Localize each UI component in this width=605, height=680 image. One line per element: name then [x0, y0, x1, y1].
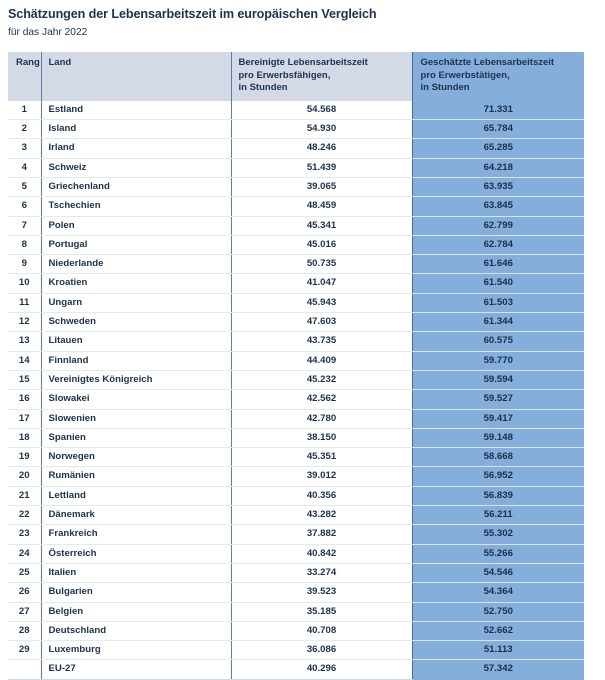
table-row — [8, 467, 584, 486]
cell-geschaetzt: 61.646 — [412, 255, 584, 274]
cell-bereinigt: 42.780 — [231, 409, 412, 428]
title-block — [0, 0, 605, 39]
cell-land: Dänemark — [41, 506, 231, 525]
table-row — [8, 428, 584, 447]
cell-geschaetzt: 59.594 — [412, 370, 584, 389]
cell-bereinigt: 39.065 — [231, 177, 412, 196]
cell-land: Niederlande — [41, 255, 231, 274]
lifetime-working-hours-table — [8, 52, 584, 680]
cell-bereinigt: 40.296 — [231, 660, 412, 679]
table-row — [8, 177, 584, 196]
cell-bereinigt: 41.047 — [231, 274, 412, 293]
cell-bereinigt: 51.439 — [231, 158, 412, 177]
table-row — [8, 197, 584, 216]
table-row — [8, 235, 584, 254]
cell-bereinigt: 47.603 — [231, 313, 412, 332]
cell-rang: 5 — [8, 177, 41, 196]
cell-bereinigt: 42.562 — [231, 390, 412, 409]
table-container — [8, 52, 584, 680]
table-row — [8, 660, 584, 679]
column-header-line: in Stunden — [420, 82, 470, 94]
column-header-line: Geschätzte Lebensarbeitszeit — [420, 57, 555, 68]
cell-rang: 14 — [8, 351, 41, 370]
cell-land: EU-27 — [41, 660, 231, 679]
cell-geschaetzt: 55.302 — [412, 525, 584, 544]
table-row — [8, 583, 584, 602]
cell-land: Rumänien — [41, 467, 231, 486]
cell-land: Spanien — [41, 428, 231, 447]
cell-land: Polen — [41, 216, 231, 235]
column-header-land: Land — [41, 52, 231, 101]
table-row — [8, 101, 584, 120]
table-row — [8, 332, 584, 351]
cell-land: Slowenien — [41, 409, 231, 428]
cell-rang: 19 — [8, 448, 41, 467]
cell-bereinigt: 45.232 — [231, 370, 412, 389]
cell-bereinigt: 40.708 — [231, 621, 412, 640]
cell-land: Litauen — [41, 332, 231, 351]
cell-land: Norwegen — [41, 448, 231, 467]
table-row — [8, 139, 584, 158]
cell-land: Schweiz — [41, 158, 231, 177]
table-row — [8, 409, 584, 428]
cell-bereinigt: 38.150 — [231, 428, 412, 447]
cell-bereinigt: 37.882 — [231, 525, 412, 544]
cell-bereinigt: 45.341 — [231, 216, 412, 235]
cell-land: Griechenland — [41, 177, 231, 196]
cell-rang: 20 — [8, 467, 41, 486]
table-row — [8, 602, 584, 621]
cell-rang: 29 — [8, 641, 41, 660]
cell-rang: 12 — [8, 313, 41, 332]
cell-bereinigt: 44.409 — [231, 351, 412, 370]
cell-geschaetzt: 59.527 — [412, 390, 584, 409]
cell-land: Lettland — [41, 486, 231, 505]
table-row — [8, 525, 584, 544]
cell-geschaetzt: 63.935 — [412, 177, 584, 196]
cell-geschaetzt: 56.952 — [412, 467, 584, 486]
cell-land: Schweden — [41, 313, 231, 332]
cell-land: Estland — [41, 101, 231, 120]
cell-geschaetzt: 65.285 — [412, 139, 584, 158]
column-header-rang: Rang — [8, 52, 41, 101]
cell-rang: 24 — [8, 544, 41, 563]
column-header-line: pro Erwerbstätigen, — [420, 69, 510, 81]
cell-geschaetzt: 51.113 — [412, 641, 584, 660]
cell-geschaetzt: 59.148 — [412, 428, 584, 447]
cell-bereinigt: 43.735 — [231, 332, 412, 351]
table-row — [8, 621, 584, 640]
cell-geschaetzt: 57.342 — [412, 660, 584, 679]
cell-land: Frankreich — [41, 525, 231, 544]
table-row — [8, 448, 584, 467]
cell-geschaetzt: 61.344 — [412, 313, 584, 332]
cell-geschaetzt: 59.770 — [412, 351, 584, 370]
cell-bereinigt: 35.185 — [231, 602, 412, 621]
cell-land: Island — [41, 120, 231, 139]
table-row — [8, 506, 584, 525]
table-row — [8, 641, 584, 660]
cell-geschaetzt: 58.668 — [412, 448, 584, 467]
cell-rang: 3 — [8, 139, 41, 158]
cell-rang: 16 — [8, 390, 41, 409]
cell-rang: 21 — [8, 486, 41, 505]
cell-land: Ungarn — [41, 293, 231, 312]
column-header-line: Bereinigte Lebensarbeitszeit — [238, 57, 368, 68]
cell-land: Vereinigtes Königreich — [41, 370, 231, 389]
table-row — [8, 563, 584, 582]
column-header-geschaetzte-lebensarbeitszeit — [412, 52, 584, 101]
cell-rang: 8 — [8, 235, 41, 254]
cell-land: Portugal — [41, 235, 231, 254]
cell-geschaetzt: 71.331 — [412, 101, 584, 120]
table-header — [8, 52, 584, 101]
cell-rang: 28 — [8, 621, 41, 640]
table-row — [8, 351, 584, 370]
cell-rang: 11 — [8, 293, 41, 312]
cell-rang: 22 — [8, 506, 41, 525]
table-row — [8, 313, 584, 332]
cell-rang: 15 — [8, 370, 41, 389]
cell-land: Kroatien — [41, 274, 231, 293]
cell-land: Österreich — [41, 544, 231, 563]
cell-rang — [8, 660, 41, 679]
cell-geschaetzt: 61.540 — [412, 274, 584, 293]
cell-bereinigt: 36.086 — [231, 641, 412, 660]
cell-rang: 26 — [8, 583, 41, 602]
cell-bereinigt: 45.016 — [231, 235, 412, 254]
column-header-bereinigte-lebensarbeitszeit — [231, 52, 412, 101]
cell-geschaetzt: 54.364 — [412, 583, 584, 602]
page-subtitle: für das Jahr 2022 — [8, 27, 88, 38]
cell-land: Luxemburg — [41, 641, 231, 660]
cell-land: Belgien — [41, 602, 231, 621]
cell-bereinigt: 48.246 — [231, 139, 412, 158]
table-row — [8, 486, 584, 505]
cell-land: Deutschland — [41, 621, 231, 640]
table-row — [8, 390, 584, 409]
column-header-line: pro Erwerbsfähigen, — [238, 69, 331, 81]
cell-geschaetzt: 64.218 — [412, 158, 584, 177]
cell-geschaetzt: 52.662 — [412, 621, 584, 640]
table-row — [8, 544, 584, 563]
cell-rang: 27 — [8, 602, 41, 621]
cell-land: Irland — [41, 139, 231, 158]
table-row — [8, 255, 584, 274]
cell-rang: 7 — [8, 216, 41, 235]
cell-rang: 17 — [8, 409, 41, 428]
cell-bereinigt: 43.282 — [231, 506, 412, 525]
cell-bereinigt: 40.842 — [231, 544, 412, 563]
cell-bereinigt: 40.356 — [231, 486, 412, 505]
cell-geschaetzt: 56.839 — [412, 486, 584, 505]
cell-rang: 23 — [8, 525, 41, 544]
cell-rang: 10 — [8, 274, 41, 293]
cell-geschaetzt: 59.417 — [412, 409, 584, 428]
cell-geschaetzt: 52.750 — [412, 602, 584, 621]
cell-rang: 6 — [8, 197, 41, 216]
cell-bereinigt: 45.943 — [231, 293, 412, 312]
table-body — [8, 101, 584, 679]
cell-rang: 9 — [8, 255, 41, 274]
cell-rang: 13 — [8, 332, 41, 351]
table-row — [8, 274, 584, 293]
cell-geschaetzt: 55.266 — [412, 544, 584, 563]
cell-geschaetzt: 54.546 — [412, 563, 584, 582]
cell-bereinigt: 45.351 — [231, 448, 412, 467]
cell-bereinigt: 33.274 — [231, 563, 412, 582]
cell-geschaetzt: 62.799 — [412, 216, 584, 235]
cell-rang: 4 — [8, 158, 41, 177]
page-title: Schätzungen der Lebensarbeitszeit im europäischen Vergleich — [8, 7, 377, 21]
table-row — [8, 370, 584, 389]
table-header-row — [8, 52, 584, 101]
table-row — [8, 158, 584, 177]
cell-bereinigt: 39.012 — [231, 467, 412, 486]
table-row — [8, 293, 584, 312]
cell-geschaetzt: 60.575 — [412, 332, 584, 351]
cell-land: Slowakei — [41, 390, 231, 409]
cell-bereinigt: 54.568 — [231, 101, 412, 120]
cell-geschaetzt: 56.211 — [412, 506, 584, 525]
cell-bereinigt: 48.459 — [231, 197, 412, 216]
cell-bereinigt: 39.523 — [231, 583, 412, 602]
cell-rang: 1 — [8, 101, 41, 120]
cell-geschaetzt: 63.845 — [412, 197, 584, 216]
cell-geschaetzt: 62.784 — [412, 235, 584, 254]
table-row — [8, 216, 584, 235]
cell-rang: 18 — [8, 428, 41, 447]
cell-rang: 25 — [8, 563, 41, 582]
cell-bereinigt: 50.735 — [231, 255, 412, 274]
table-row — [8, 120, 584, 139]
cell-bereinigt: 54.930 — [231, 120, 412, 139]
cell-land: Italien — [41, 563, 231, 582]
cell-geschaetzt: 61.503 — [412, 293, 584, 312]
cell-land: Tschechien — [41, 197, 231, 216]
cell-land: Finnland — [41, 351, 231, 370]
cell-rang: 2 — [8, 120, 41, 139]
cell-geschaetzt: 65.784 — [412, 120, 584, 139]
column-header-line: in Stunden — [238, 82, 288, 94]
cell-land: Bulgarien — [41, 583, 231, 602]
